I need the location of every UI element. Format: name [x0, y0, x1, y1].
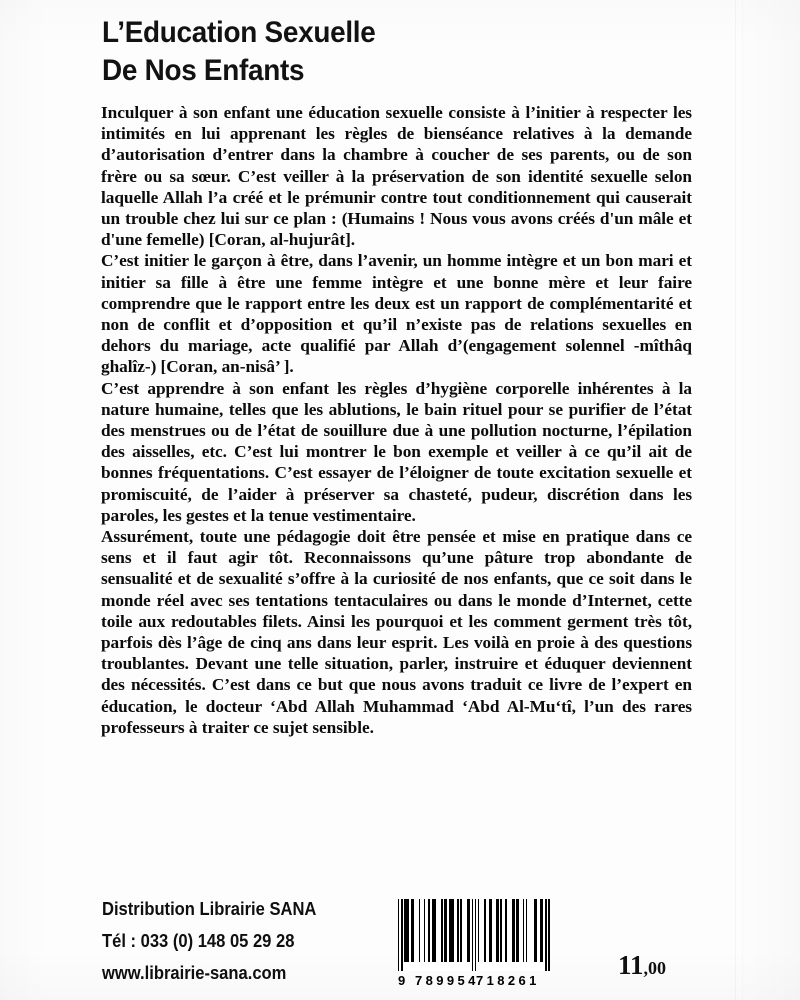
- blurb-paragraph: Assurément, toute une pédagogie doit être pensée et mise en pratique dans ce sens et il faut agir tôt. Reconnaissons qu’une pâture trop abondante de sensualité et de sexualité s’offre à la curiosité de nos enfants, que ce soit dans le monde réel avec ses tentations tentaculaires ou dans le monde d’Internet, cette toile aux redoutables filets. Ainsi les pourquoi et les comment germent très tôt, parfois dès l’âge de cinq ans dans leur esprit. Les voilà en proie à des questions troublantes. Devant une telle situation, parler, instruire et éduquer deviennent des nécessités. C’est dans ce but que nous avons traduit ce livre de l’expert en éducation, le docteur ‘Abd Allah Muhammad ‘Abd Al-Mu‘tî, l’un des rares professeurs à traiter ce sujet sensible.: [101, 527, 692, 737]
- barcode-bar: [467, 899, 470, 962]
- price-separator: ,: [643, 958, 649, 978]
- barcode-bar: [512, 899, 515, 962]
- blurb-paragraph: C’est initier le garçon à être, dans l’avenir, un homme intègre et un bon mari et initier sa fille à être une femme intègre et une bonne mère et leur faire comprendre que le rapport entre les deux est un rapport de complémentarité et non de conflit et d’opposition et qu’il n’existe pas de relations sexuelles en dehors du mariage, acte qualifié par Allah d’(engagement solennel -mîthâq ghalîz-) [Coran, an-nisâ’ ].: [101, 251, 692, 377]
- barcode-bar: [401, 899, 402, 971]
- barcode-bar: [424, 899, 425, 962]
- barcode-bar: [505, 899, 506, 962]
- blurb-paragraph: C’est apprendre à son enfant les règles d’hygiène corporelle inhérentes à la nature humaine, telles que les ablutions, le bain rituel pour se purifier de l’état des menstrues ou de l’état de souillure due à une pollution nocturne, l’épilation des aisselles, etc. C’est lui montrer le bon exemple et veiller à ce qu’il ait de bonnes fréquentations. C’est essayer de l’éloigner de toute excitation sexuelle et promiscuité, de l’aider à préserver sa chasteté, pudeur, discrétion dans les paroles, les gestes et la tenue vestimentaire.: [101, 378, 692, 525]
- back-cover-blurb: [101, 102, 692, 738]
- barcode-bar: [500, 899, 501, 962]
- barcode-bar: [428, 899, 429, 962]
- barcode-bar: [411, 899, 414, 962]
- barcode-bar: [540, 899, 543, 962]
- barcode-bars: [398, 899, 550, 971]
- phone-number: Tél : 033 (0) 148 05 29 28: [102, 931, 295, 951]
- barcode-digits: [398, 971, 550, 991]
- price-cents: 00: [648, 958, 667, 978]
- blurb-paragraph: Inculquer à son enfant une éducation sexuelle consiste à l’initier à respecter les intimités en lui apprenant les règles de bienséance relatives à la demande d’autorisation d’entrer dans la chambre à coucher de ses parents, ou de son frère ou sa sœur. C’est veiller à la préservation de son identité sexuelle selon laquelle Allah l’a créé et le prémunir contre tout conditionnement qui causerait un trouble chez lui sur ce plan : (Humains ! Nous vous avons créés d'un mâle et d'une femelle) [Coran, al-hujurât].: [101, 103, 692, 250]
- barcode-bar: [432, 899, 437, 962]
- barcode-bar: [548, 899, 549, 971]
- price-amount: 11: [618, 950, 644, 980]
- publisher-info: [102, 893, 432, 989]
- barcode-bar: [475, 899, 476, 971]
- scan-artifact-line-secondary: [742, 0, 743, 1000]
- barcode-bar: [398, 899, 399, 971]
- distributor-name: Distribution Librairie SANA: [102, 899, 317, 919]
- book-title: [102, 14, 702, 90]
- barcode-bar: [419, 899, 420, 962]
- barcode-bar: [516, 899, 519, 962]
- barcode-bar: [484, 899, 485, 962]
- barcode-right-group: 718261: [476, 973, 540, 988]
- barcode-left-group: 789954: [415, 973, 479, 988]
- barcode: [398, 899, 550, 993]
- barcode-bar: [441, 899, 442, 962]
- barcode-bar: [523, 899, 524, 962]
- barcode-bar: [545, 899, 546, 971]
- barcode-bar: [472, 899, 473, 971]
- barcode-bar: [444, 899, 447, 962]
- book-title-line-1: L’Education Sexuelle: [102, 16, 376, 49]
- barcode-bar: [404, 899, 409, 962]
- scan-artifact-line: [735, 0, 736, 1000]
- barcode-bar: [496, 899, 499, 962]
- barcode-bar: [526, 899, 527, 962]
- barcode-bar: [489, 899, 492, 962]
- website-url: www.librairie-sana.com: [102, 963, 287, 983]
- barcode-bar: [457, 899, 458, 962]
- book-title-line-2: De Nos Enfants: [102, 54, 305, 87]
- barcode-bar: [478, 899, 479, 962]
- barcode-lead-digit: 9: [398, 973, 406, 988]
- barcode-bar: [534, 899, 537, 962]
- price-tag: [618, 950, 666, 981]
- barcode-bar: [460, 899, 461, 962]
- barcode-bar: [449, 899, 454, 962]
